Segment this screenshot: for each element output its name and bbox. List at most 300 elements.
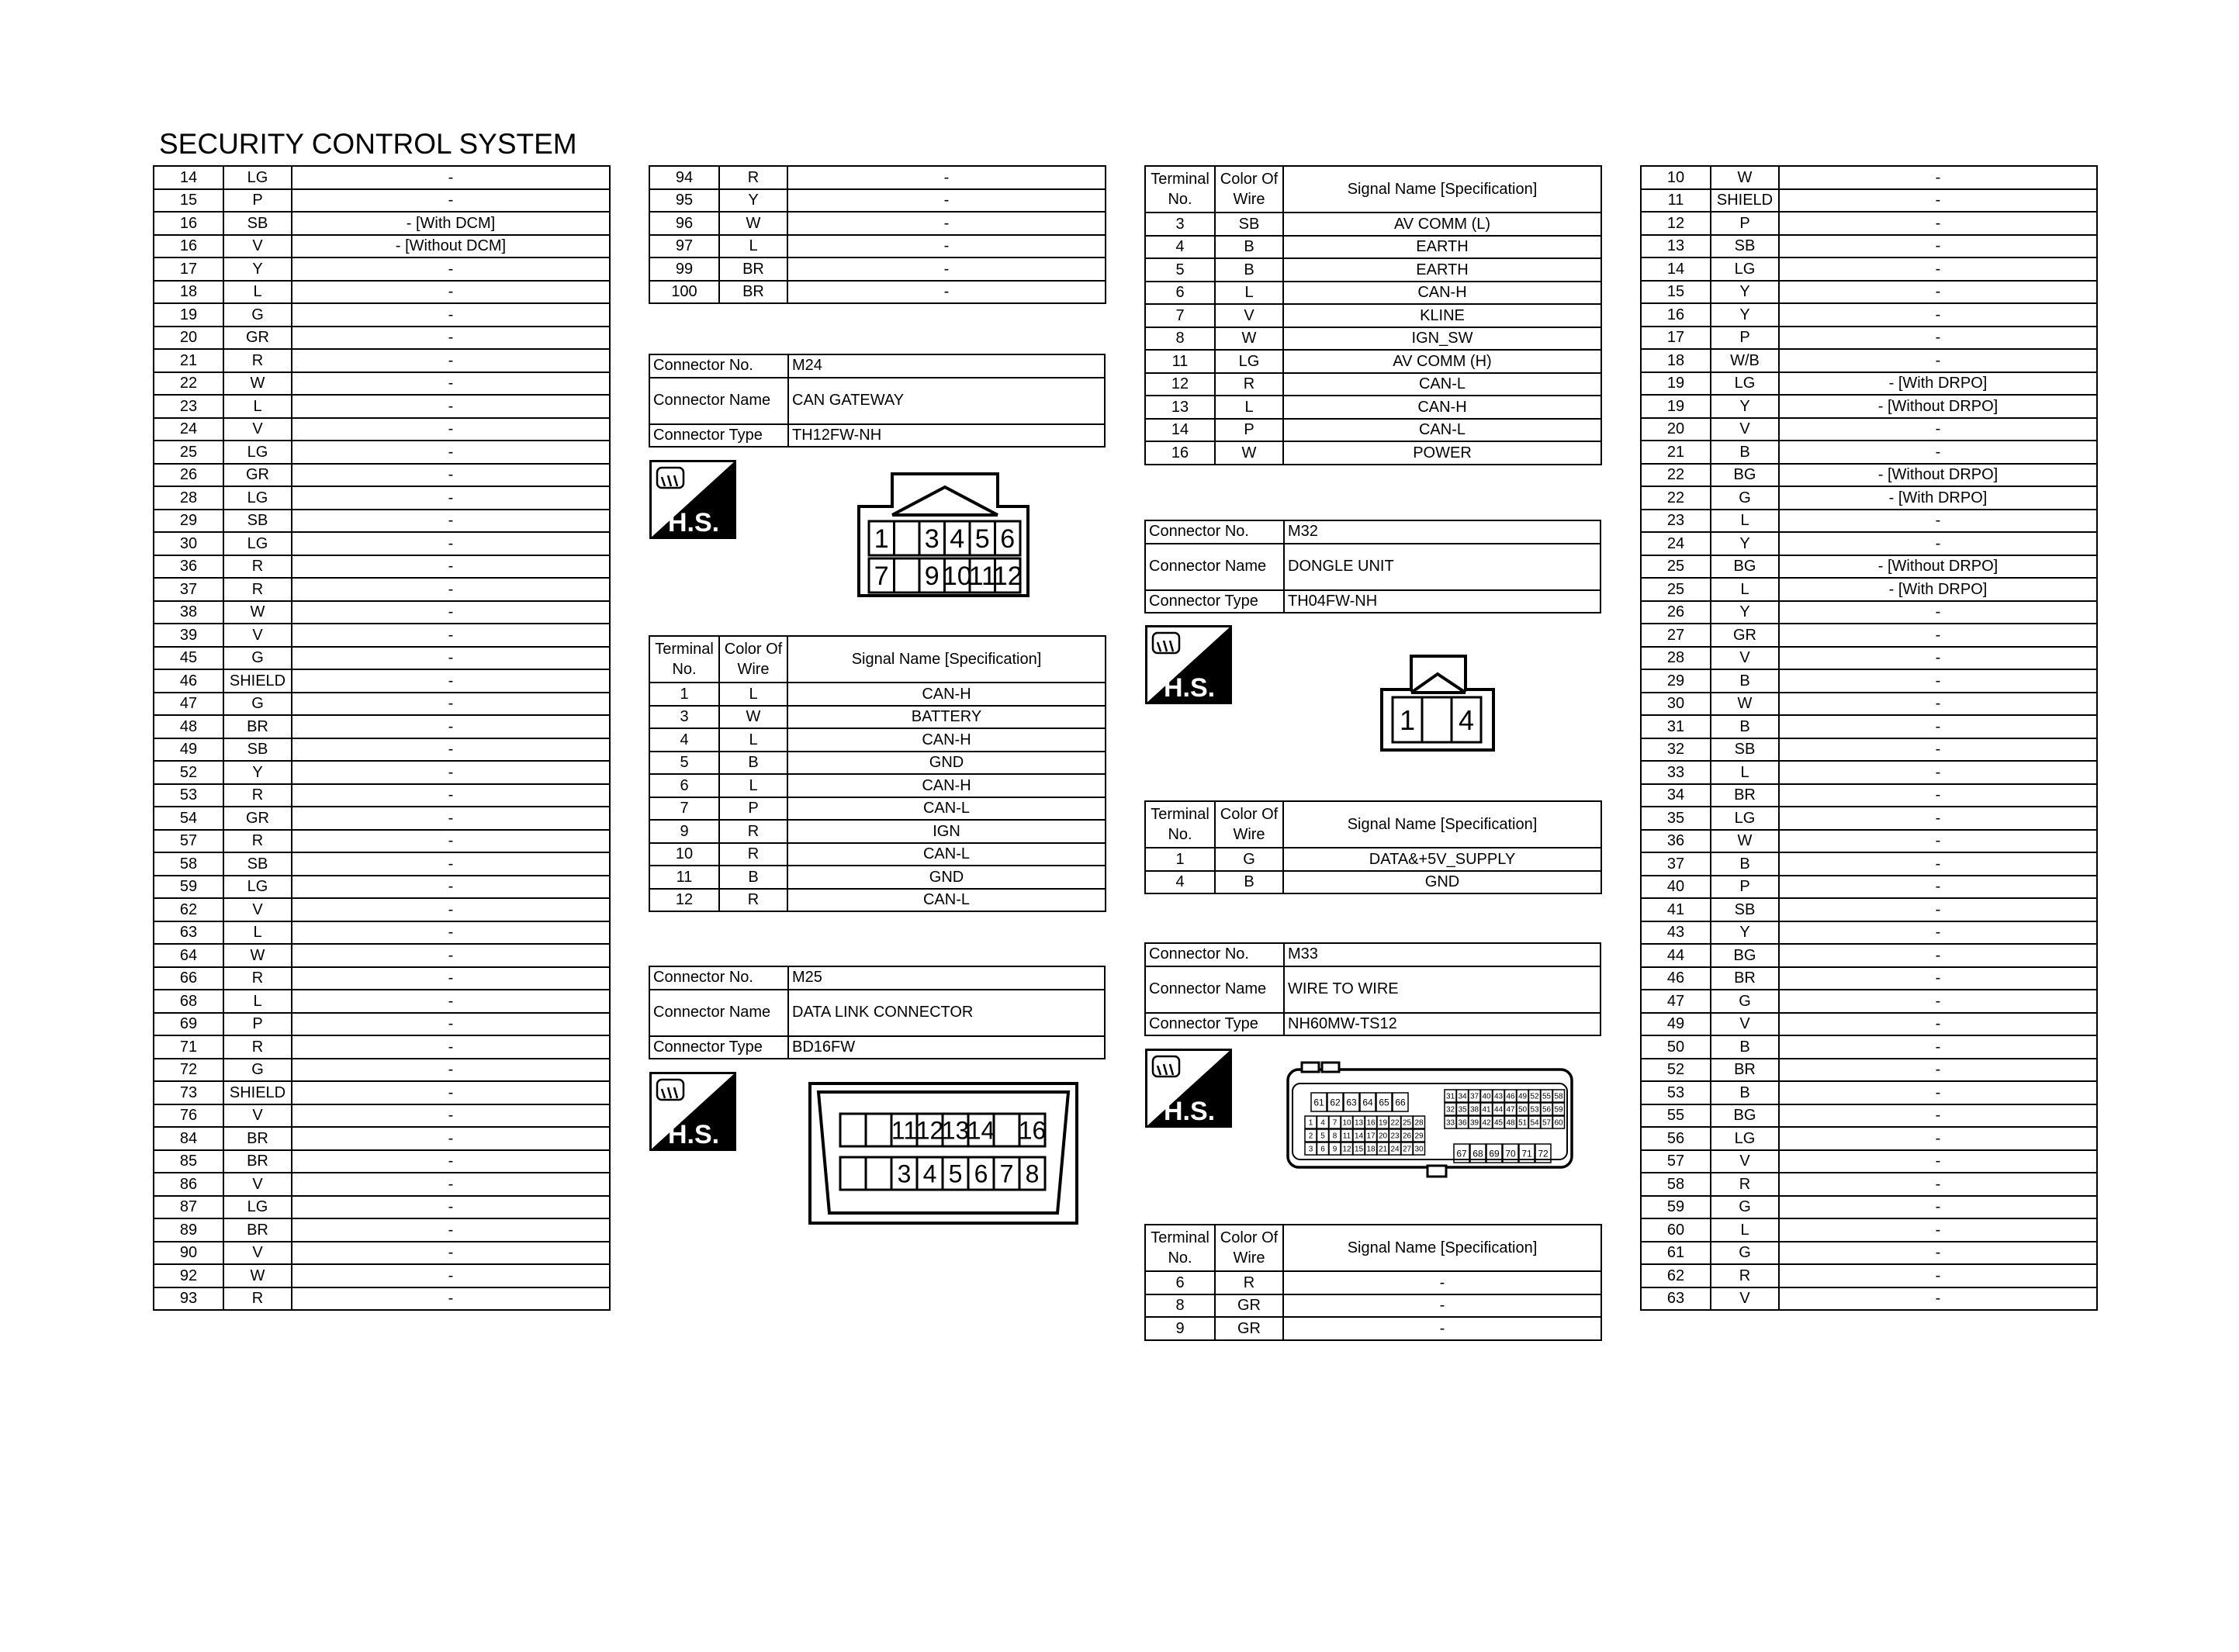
- table-row: [1641, 510, 2097, 533]
- table-row: [154, 303, 610, 327]
- signal-cell: -: [292, 624, 610, 647]
- wire-color-cell: BG: [1711, 1104, 1779, 1128]
- terminal-cell: 6: [1145, 1271, 1215, 1294]
- terminal-cell: 94: [649, 166, 719, 189]
- terminal-cell: 32: [1641, 738, 1711, 762]
- terminal-cell: 11: [649, 866, 719, 889]
- terminal-cell: 28: [1641, 647, 1711, 670]
- pin-number: 41: [1482, 1105, 1491, 1115]
- table-row: [154, 189, 610, 213]
- wire-color-cell: R: [223, 578, 292, 601]
- wire-color-cell: LG: [223, 166, 292, 189]
- wire-color-cell: G: [1711, 1196, 1779, 1219]
- header-signal: Signal Name [Specification]: [1283, 166, 1601, 213]
- signal-cell: -: [292, 601, 610, 624]
- terminal-cell: 62: [154, 898, 223, 921]
- pin-number: 4: [1458, 703, 1475, 736]
- terminal-cell: 35: [1641, 807, 1711, 830]
- terminal-cell: 8: [1145, 327, 1215, 351]
- pin-table-m32: [1144, 800, 1602, 894]
- table-row: [649, 212, 1106, 235]
- wire-color-cell: P: [719, 797, 787, 821]
- terminal-cell: 10: [649, 843, 719, 866]
- table-row: [1145, 213, 1601, 236]
- signal-cell: - [Without DRPO]: [1779, 395, 2097, 418]
- wire-color-cell: L: [1215, 396, 1283, 419]
- wire-color-cell: P: [1711, 327, 1779, 350]
- terminal-cell: 84: [154, 1127, 223, 1150]
- table-row: [154, 784, 610, 807]
- table-row: [1641, 669, 2097, 693]
- table-row: [154, 510, 610, 533]
- table-row: [154, 1059, 610, 1082]
- table-row: [1641, 349, 2097, 372]
- connector-name-value: DATA LINK CONNECTOR: [788, 990, 1105, 1036]
- pin-cavity: [895, 558, 920, 593]
- signal-cell: CAN-L: [1283, 373, 1601, 396]
- table-row: [154, 418, 610, 441]
- signal-cell: -: [1779, 257, 2097, 281]
- signal-cell: -: [292, 578, 610, 601]
- table-row: [649, 889, 1106, 912]
- terminal-cell: 8: [1145, 1294, 1215, 1318]
- connector-no-value: M25: [788, 966, 1105, 990]
- signal-cell: -: [787, 189, 1106, 213]
- terminal-cell: 23: [154, 395, 223, 418]
- pin-number: 24: [1390, 1145, 1400, 1154]
- header-terminal: Terminal No.: [1145, 801, 1215, 848]
- pin-number: 17: [1366, 1132, 1376, 1141]
- pin-number: 1: [1308, 1118, 1313, 1128]
- table-row: [1641, 1104, 2097, 1128]
- pin-number: 6: [974, 1160, 988, 1188]
- signal-cell: -: [1779, 876, 2097, 899]
- signal-cell: -: [292, 830, 610, 853]
- connector-no-value: M32: [1284, 520, 1601, 544]
- wire-color-cell: Y: [1711, 395, 1779, 418]
- pin-cavity: [840, 1157, 866, 1190]
- table-row: [154, 669, 610, 693]
- wire-color-cell: BR: [223, 715, 292, 738]
- table-row: [1145, 236, 1601, 259]
- table-row: [154, 990, 610, 1013]
- pin-number: 63: [1346, 1097, 1357, 1108]
- header-terminal: Terminal No.: [649, 636, 719, 683]
- terminal-cell: 18: [1641, 349, 1711, 372]
- terminal-cell: 90: [154, 1242, 223, 1265]
- pin-cavity: [1422, 697, 1452, 742]
- pin-number: 59: [1554, 1105, 1563, 1115]
- pin-number: 53: [1530, 1105, 1539, 1115]
- signal-cell: -: [1779, 441, 2097, 464]
- table-row: [154, 967, 610, 990]
- terminal-cell: 21: [154, 349, 223, 372]
- terminal-cell: 5: [649, 752, 719, 775]
- table-row: [1641, 601, 2097, 624]
- signal-cell: -: [292, 1242, 610, 1265]
- wire-color-cell: GR: [223, 327, 292, 350]
- hs-label: H.S.: [667, 1120, 720, 1149]
- connector-no-value: M33: [1284, 943, 1601, 966]
- signal-cell: -: [1779, 898, 2097, 921]
- table-row: [1641, 990, 2097, 1013]
- wire-color-cell: W: [719, 706, 787, 729]
- table-row: [154, 876, 610, 899]
- connector-name-value: DONGLE UNIT: [1284, 544, 1601, 590]
- pin-number: 22: [1390, 1118, 1400, 1128]
- table-row: [154, 830, 610, 853]
- terminal-cell: 53: [1641, 1081, 1711, 1104]
- signal-cell: DATA&+5V_SUPPLY: [1283, 848, 1601, 871]
- terminal-cell: 36: [154, 555, 223, 579]
- terminal-cell: 29: [154, 510, 223, 533]
- signal-cell: -: [1779, 281, 2097, 304]
- pin-number: 4: [922, 1160, 937, 1188]
- connector-type-label: Connector Type: [649, 424, 788, 448]
- pin-number: 14: [967, 1116, 995, 1145]
- table-row: [154, 464, 610, 487]
- terminal-cell: 47: [154, 693, 223, 716]
- signal-cell: CAN-H: [787, 683, 1106, 706]
- table-row: [1641, 898, 2097, 921]
- table-row: [1145, 419, 1601, 442]
- connector-no-label: Connector No.: [649, 354, 788, 378]
- table-row: [1641, 738, 2097, 762]
- signal-cell: -: [292, 464, 610, 487]
- signal-cell: -: [292, 944, 610, 967]
- terminal-cell: 24: [154, 418, 223, 441]
- table-row: [154, 372, 610, 396]
- pin-number: 56: [1542, 1105, 1552, 1115]
- terminal-cell: 87: [154, 1196, 223, 1219]
- signal-cell: -: [1779, 967, 2097, 990]
- terminal-cell: 4: [649, 728, 719, 752]
- hs-badge-m33: [1145, 1049, 1232, 1128]
- signal-cell: -: [1779, 1081, 2097, 1104]
- pin-number: 43: [1493, 1092, 1504, 1101]
- terminal-cell: 20: [154, 327, 223, 350]
- wire-color-cell: B: [1711, 1035, 1779, 1059]
- terminal-cell: 63: [1641, 1287, 1711, 1311]
- signal-cell: - [Without DRPO]: [1779, 555, 2097, 579]
- connector-name-value: CAN GATEWAY: [788, 378, 1105, 424]
- table-row: [1641, 876, 2097, 899]
- terminal-cell: 13: [1145, 396, 1215, 419]
- pin-number: 8: [1332, 1132, 1338, 1141]
- signal-cell: -: [292, 1035, 610, 1059]
- table-row: [649, 166, 1106, 189]
- header-terminal: Terminal No.: [1145, 1225, 1215, 1271]
- signal-cell: -: [1779, 693, 2097, 716]
- terminal-cell: 58: [154, 852, 223, 876]
- pin-number: 4: [950, 524, 965, 555]
- wire-color-cell: LG: [223, 441, 292, 464]
- terminal-cell: 30: [1641, 693, 1711, 716]
- pin-number: 50: [1517, 1105, 1528, 1115]
- terminal-cell: 86: [154, 1173, 223, 1196]
- terminal-cell: 95: [649, 189, 719, 213]
- terminal-cell: 16: [1145, 441, 1215, 465]
- pin-number: 33: [1445, 1118, 1455, 1128]
- signal-cell: -: [1779, 1218, 2097, 1242]
- signal-cell: -: [1779, 990, 2097, 1013]
- wire-color-cell: Y: [1711, 601, 1779, 624]
- hs-label: H.S.: [1163, 1097, 1216, 1126]
- signal-cell: -: [1779, 647, 2097, 670]
- terminal-cell: 72: [154, 1059, 223, 1082]
- wire-color-cell: L: [719, 774, 787, 797]
- terminal-cell: 34: [1641, 784, 1711, 807]
- pin-number: 3: [1308, 1145, 1313, 1154]
- hand-icon: [1153, 1056, 1179, 1077]
- signal-cell: -: [1779, 418, 2097, 441]
- terminal-cell: 61: [1641, 1242, 1711, 1265]
- pin-number: 1: [1399, 703, 1416, 736]
- terminal-cell: 14: [154, 166, 223, 189]
- table-row: [1641, 464, 2097, 487]
- pin-number: 5: [974, 524, 990, 555]
- wire-color-cell: G: [1215, 848, 1283, 871]
- wire-color-cell: W: [1215, 441, 1283, 465]
- wire-color-cell: SB: [223, 738, 292, 762]
- table-row: [1145, 871, 1601, 894]
- signal-cell: IGN: [787, 820, 1106, 843]
- wire-color-cell: B: [1711, 669, 1779, 693]
- signal-cell: -: [1779, 1104, 2097, 1128]
- pin-number: 3: [924, 524, 940, 555]
- pin-number: 68: [1472, 1148, 1483, 1160]
- table-row: [154, 235, 610, 258]
- connector-diagram-m32: [1379, 654, 1497, 753]
- header-color: Color Of Wire: [1215, 801, 1283, 848]
- terminal-cell: 50: [1641, 1035, 1711, 1059]
- table-row: [1641, 1150, 2097, 1173]
- signal-cell: -: [1779, 532, 2097, 555]
- table-header: [1145, 166, 1601, 213]
- table-row: [154, 212, 610, 235]
- wire-color-cell: BG: [1711, 464, 1779, 487]
- table-row: [1641, 647, 2097, 670]
- wire-color-cell: SB: [1711, 738, 1779, 762]
- pin-number: 9: [1332, 1145, 1338, 1154]
- table-row: [649, 774, 1106, 797]
- wire-color-cell: LG: [1711, 1127, 1779, 1150]
- pin-number: 44: [1493, 1105, 1504, 1115]
- signal-cell: -: [1779, 166, 2097, 189]
- pin-number: 31: [1445, 1092, 1455, 1101]
- table-row: [154, 1196, 610, 1219]
- connector-name-label: Connector Name: [649, 378, 788, 424]
- terminal-cell: 89: [154, 1218, 223, 1242]
- table-row: [154, 1104, 610, 1128]
- table-row: [1641, 761, 2097, 784]
- signal-cell: -: [1779, 1287, 2097, 1311]
- wire-color-cell: V: [223, 418, 292, 441]
- wire-color-cell: L: [1711, 578, 1779, 601]
- header-terminal: Terminal No.: [1145, 166, 1215, 213]
- hs-label: H.S.: [1163, 673, 1216, 703]
- connector-diagram-m25: [808, 1081, 1079, 1225]
- table-row: [1641, 1013, 2097, 1036]
- pin-number: 2: [1308, 1132, 1313, 1141]
- signal-cell: -: [292, 166, 610, 189]
- terminal-cell: 23: [1641, 510, 1711, 533]
- signal-cell: -: [1779, 1173, 2097, 1196]
- connector-no-value: M24: [788, 354, 1105, 378]
- signal-cell: -: [292, 1287, 610, 1311]
- terminal-cell: 66: [154, 967, 223, 990]
- wire-color-cell: GR: [1215, 1317, 1283, 1340]
- signal-cell: POWER: [1283, 441, 1601, 465]
- terminal-cell: 20: [1641, 418, 1711, 441]
- terminal-cell: 49: [1641, 1013, 1711, 1036]
- pin-number: 55: [1542, 1092, 1552, 1101]
- signal-cell: CAN-H: [787, 728, 1106, 752]
- signal-cell: -: [292, 715, 610, 738]
- signal-cell: -: [1779, 303, 2097, 327]
- table-row: [154, 257, 610, 281]
- pin-number: 15: [1354, 1145, 1364, 1154]
- signal-cell: -: [292, 1013, 610, 1036]
- table-row: [1641, 1287, 2097, 1311]
- signal-cell: -: [292, 1150, 610, 1173]
- signal-cell: -: [292, 327, 610, 350]
- table-row: [1145, 304, 1601, 327]
- signal-cell: -: [292, 738, 610, 762]
- table-row: [154, 921, 610, 945]
- wire-color-cell: B: [1215, 258, 1283, 282]
- table-row: [1641, 235, 2097, 258]
- wire-color-cell: B: [719, 866, 787, 889]
- signal-cell: KLINE: [1283, 304, 1601, 327]
- signal-cell: -: [292, 647, 610, 670]
- hand-icon: [657, 468, 683, 488]
- pin-table-col4: [1640, 165, 2098, 1311]
- signal-cell: - [With DCM]: [292, 212, 610, 235]
- pin-number: 35: [1458, 1105, 1467, 1115]
- signal-cell: -: [292, 257, 610, 281]
- pin-number: 3: [897, 1160, 912, 1188]
- terminal-cell: 13: [1641, 235, 1711, 258]
- table-row: [1641, 921, 2097, 945]
- table-row: [1641, 693, 2097, 716]
- connector-type-value: BD16FW: [788, 1036, 1105, 1059]
- wire-color-cell: L: [1215, 282, 1283, 305]
- signal-cell: CAN-H: [1283, 282, 1601, 305]
- table-row: [1641, 486, 2097, 510]
- pin-number: 10: [942, 562, 972, 592]
- pin-number: 32: [1445, 1105, 1455, 1115]
- terminal-cell: 41: [1641, 898, 1711, 921]
- terminal-cell: 96: [649, 212, 719, 235]
- wire-color-cell: SB: [223, 212, 292, 235]
- hs-badge-m24: [649, 460, 736, 539]
- table-row: [154, 166, 610, 189]
- m24-latch: [892, 487, 998, 515]
- table-row: [649, 189, 1106, 213]
- table-row: [154, 1013, 610, 1036]
- header-color: Color Of Wire: [1215, 166, 1283, 213]
- pin-number: 62: [1330, 1097, 1341, 1108]
- connector-type-value: TH04FW-NH: [1284, 590, 1601, 613]
- terminal-cell: 19: [1641, 372, 1711, 396]
- table-row: [1641, 1127, 2097, 1150]
- signal-cell: -: [1779, 852, 2097, 876]
- terminal-cell: 6: [649, 774, 719, 797]
- signal-cell: -: [292, 555, 610, 579]
- signal-cell: -: [292, 349, 610, 372]
- terminal-cell: 3: [1145, 213, 1215, 236]
- connector-info-m25: [649, 966, 1106, 1059]
- signal-cell: -: [1779, 784, 2097, 807]
- wire-color-cell: V: [1711, 647, 1779, 670]
- wire-color-cell: L: [223, 281, 292, 304]
- signal-cell: -: [292, 189, 610, 213]
- pin-number: 6: [1320, 1145, 1325, 1154]
- pin-number: 37: [1469, 1092, 1479, 1101]
- table-row: [1641, 1035, 2097, 1059]
- table-row: [154, 647, 610, 670]
- wire-color-cell: BR: [223, 1127, 292, 1150]
- wire-color-cell: W: [1711, 166, 1779, 189]
- wire-color-cell: V: [223, 1242, 292, 1265]
- connector-diagram-m33: [1285, 1060, 1575, 1180]
- pin-number: 10: [1342, 1118, 1351, 1128]
- terminal-cell: 38: [154, 601, 223, 624]
- wire-color-cell: R: [719, 820, 787, 843]
- pin-number: 7: [999, 1160, 1014, 1188]
- wire-color-cell: V: [223, 898, 292, 921]
- wire-color-cell: B: [1711, 441, 1779, 464]
- terminal-cell: 26: [1641, 601, 1711, 624]
- pin-cavity: [994, 1114, 1019, 1146]
- connector-name-label: Connector Name: [1145, 544, 1284, 590]
- pin-number: 14: [1354, 1132, 1364, 1141]
- terminal-cell: 27: [1641, 624, 1711, 647]
- table-row: [1145, 327, 1601, 351]
- wire-color-cell: L: [1711, 510, 1779, 533]
- terminal-cell: 68: [154, 990, 223, 1013]
- table-row: [154, 852, 610, 876]
- signal-cell: -: [292, 1264, 610, 1287]
- terminal-cell: 4: [1145, 871, 1215, 894]
- terminal-cell: 1: [1145, 848, 1215, 871]
- table-row: [154, 1127, 610, 1150]
- table-row: [1641, 944, 2097, 967]
- signal-cell: -: [292, 1081, 610, 1104]
- wire-color-cell: V: [1711, 418, 1779, 441]
- signal-cell: -: [1779, 1150, 2097, 1173]
- signal-cell: -: [1779, 921, 2097, 945]
- wire-color-cell: L: [223, 395, 292, 418]
- table-row: [154, 1242, 610, 1265]
- table-row: [154, 1287, 610, 1311]
- connector-type-label: Connector Type: [1145, 1013, 1284, 1036]
- terminal-cell: 56: [1641, 1127, 1711, 1150]
- pin-number: 18: [1366, 1145, 1376, 1154]
- wire-color-cell: W: [223, 601, 292, 624]
- wire-color-cell: G: [1711, 486, 1779, 510]
- terminal-cell: 5: [1145, 258, 1215, 282]
- signal-cell: -: [292, 921, 610, 945]
- table-row: [1641, 441, 2097, 464]
- connector-diagram-m24: [856, 472, 1032, 603]
- signal-cell: -: [292, 372, 610, 396]
- hand-icon: [657, 1080, 683, 1100]
- table-row: [1145, 373, 1601, 396]
- terminal-cell: 9: [1145, 1317, 1215, 1340]
- wire-color-cell: P: [1711, 212, 1779, 235]
